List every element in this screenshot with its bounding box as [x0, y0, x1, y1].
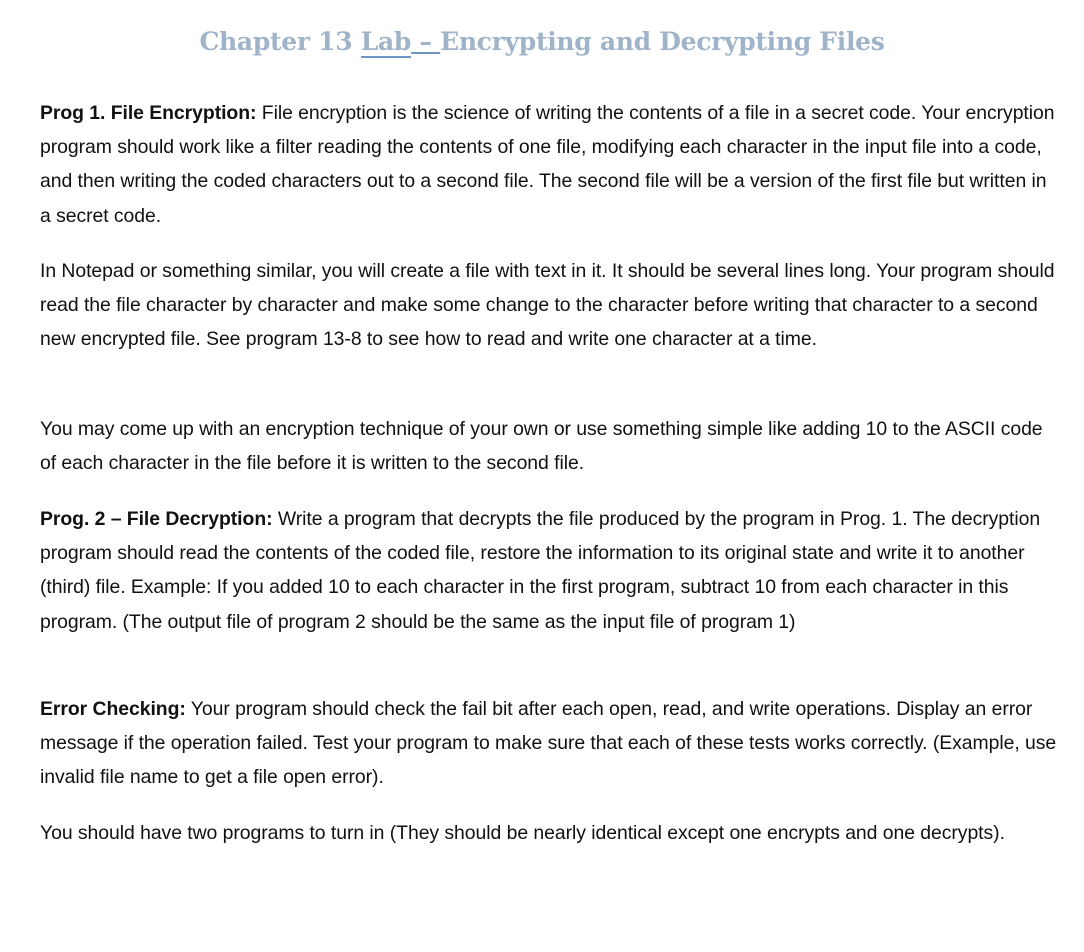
title-lab-link[interactable]: Lab	[360, 27, 412, 56]
prog2-text: Write a program that decrypts the file produced by the program in Prog. 1. The decryption program should read the contents of the coded file, restore the information to its original state and write it to another (third) file. Example: If you added 10 to each character in the first program, subtract 10 from each character in this program. (The output file of program 2 should be the same as the input file of program 1)	[40, 508, 1041, 633]
prog1-paragraph	[40, 96, 1060, 233]
prog2-paragraph	[40, 502, 1060, 639]
title-dash: –	[411, 27, 441, 56]
turn-in-text: You should have two programs to turn in (They should be nearly identical except one encrypts and one decrypts).	[40, 822, 1005, 844]
prog2-label: Prog. 2 – File Decryption:	[40, 508, 273, 530]
notepad-paragraph	[40, 254, 1060, 357]
notepad-text: In Notepad or something similar, you will create a file with text in it. It should be several lines long. Your program should read the file character by character and make some change to the character before writing that character to a second new encrypted file. See program 13-8 to see how to read and write one character at a time.	[40, 260, 1055, 351]
technique-text: You may come up with an encryption technique of your own or use something simple like adding 10 to the ASCII code of each character in the file before it is written to the second file.	[40, 418, 1043, 475]
technique-paragraph	[40, 412, 1060, 480]
title-prefix: Chapter 13	[199, 27, 361, 56]
error-checking-paragraph	[40, 692, 1060, 795]
error-checking-text: Your program should check the fail bit after each open, read, and write operations. Display an error message if the operation failed. Test your program to make sure that each of these tests works correctly. (Example, use invalid file name to get a file open error).	[40, 698, 1057, 789]
error-checking-label: Error Checking:	[40, 698, 186, 720]
prog1-text: File encryption is the science of writing the contents of a file in a secret code. Your encryption program should work like a filter reading the contents of one file, modifying each character in the input file into a code, and then writing the coded characters out to a second file. The second file will be a version of the first file but written in a secret code.	[40, 102, 1055, 227]
document-title	[0, 27, 1084, 56]
turn-in-paragraph	[40, 816, 1060, 850]
title-rest: Encrypting and Decrypting Files	[440, 27, 885, 56]
prog1-label: Prog 1. File Encryption:	[40, 102, 257, 124]
